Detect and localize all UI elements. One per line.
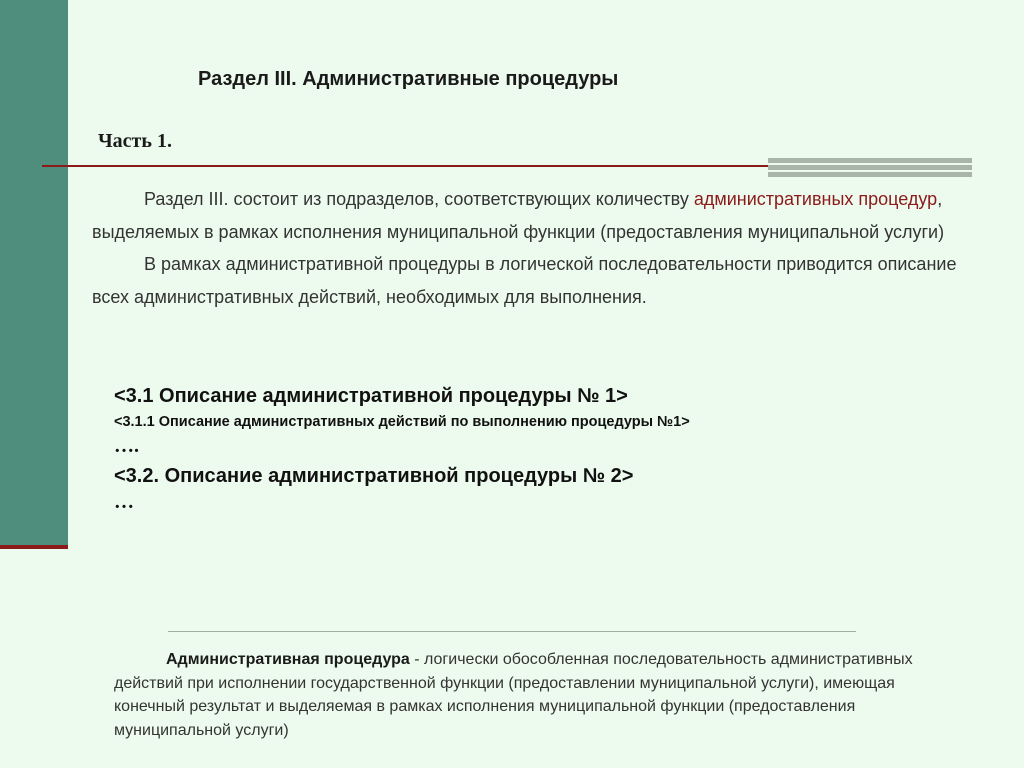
definition-term: Административная процедура <box>166 651 410 668</box>
paragraph-1-end: , выделяемых в рамках исполнения муниципальной функции (предоставления муниципальной услуги) <box>92 189 945 242</box>
decorative-gray-block <box>768 158 972 179</box>
outline-ellipsis-1: …. <box>114 435 139 457</box>
paragraph-1-start: Раздел III. состоит из подразделов, соответствующих количеству <box>144 189 689 209</box>
paragraph-2: В рамках административной процедуры в логической последовательности приводится описание всех административных действий, необходимых для выполнения. <box>92 254 957 307</box>
outline-item-3-2: <3.2. Описание административной процедуры № 2> <box>114 465 634 487</box>
definition-paragraph <box>114 648 964 742</box>
definition-footnote <box>114 648 964 742</box>
outline-item-3-1-1: <3.1.1 Описание административных действий по выполнению процедуры №1> <box>114 414 690 430</box>
body-text <box>92 183 972 313</box>
definition-text: - логически обособленная последовательность административных действий при исполнении государственной функции (предоставлении муниципальной услуги), имеющая конечный результат и выделяемая в рамках исполнения муниципальной функции (предоставления муниципальной услуги) <box>114 651 913 739</box>
part-title: Часть 1. <box>98 130 172 152</box>
outline-item-3-1: <3.1 Описание административной процедуры № 1> <box>114 385 628 407</box>
left-sidebar-bar <box>0 0 68 545</box>
outline-list <box>114 382 690 518</box>
paragraph-1-highlight: административных процедур <box>693 189 938 209</box>
footnote-divider-line <box>168 631 856 632</box>
sidebar-accent-line <box>0 545 68 549</box>
paragraph-1 <box>92 183 972 248</box>
section-title: Раздел III. Административные процедуры <box>198 68 619 90</box>
outline-ellipsis-2: … <box>114 491 134 513</box>
